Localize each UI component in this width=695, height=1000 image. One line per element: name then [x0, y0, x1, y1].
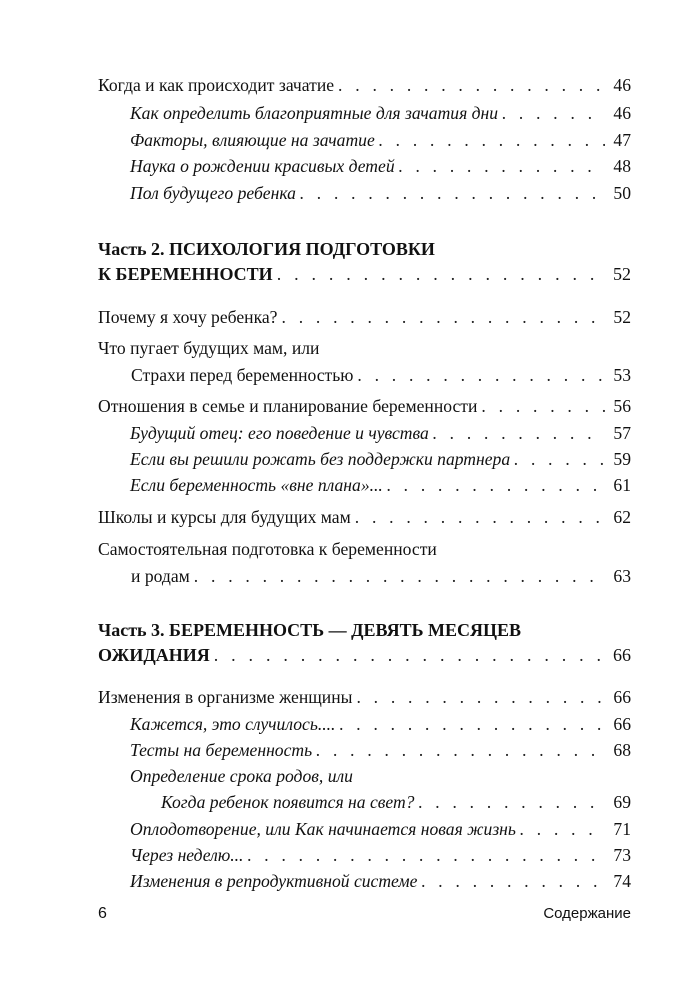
dot-leader — [357, 362, 605, 388]
dot-leader — [502, 100, 605, 126]
dot-leader — [355, 504, 605, 530]
toc-entry-page: 62 — [613, 507, 631, 527]
toc-entry-page: 57 — [613, 423, 631, 443]
toc-entry-title: Что пугает будущих мам, или — [98, 338, 320, 358]
toc-entry-title: Факторы, влияющие на зачатие — [130, 130, 375, 150]
dot-leader — [514, 446, 605, 472]
toc-entry-line1 — [98, 335, 631, 361]
toc-entry-title: Как определить благоприятные для зачатия дни — [130, 103, 499, 123]
toc-entry-title: Когда ребенок появится на свет? — [161, 792, 415, 812]
dot-leader — [387, 472, 605, 498]
toc-entry-title: Почему я хочу ребенка? — [98, 307, 278, 327]
toc-entry-page: 74 — [613, 871, 631, 891]
dot-leader — [338, 72, 605, 98]
toc-entry — [98, 684, 631, 710]
toc-entry-title: Будущий отец: его поведение и чувства — [130, 423, 429, 443]
toc-subentry — [130, 100, 631, 126]
toc-entry — [98, 72, 631, 98]
dot-leader — [356, 684, 605, 710]
toc-entry-title: Оплодотворение, или Как начинается новая жизнь — [130, 819, 516, 839]
toc-entry-page: 73 — [613, 845, 631, 865]
toc-entry-title: Кажется, это случилось.... — [130, 714, 336, 734]
toc-entry — [98, 504, 631, 530]
dot-leader — [277, 261, 605, 287]
dot-leader — [379, 127, 605, 153]
part-heading: Часть 2. ПСИХОЛОГИЯ ПОДГОТОВКИ — [98, 239, 435, 259]
toc-entry-title: Если беременность «вне плана»... — [130, 475, 383, 495]
toc-entry-line2 — [131, 362, 631, 388]
toc-entry-page: 66 — [613, 645, 631, 665]
toc-subentry-line1 — [130, 763, 631, 789]
toc-entry-page: 63 — [613, 566, 631, 586]
toc-subentry — [130, 420, 631, 446]
dot-leader — [421, 868, 605, 894]
toc-entry-title: Если вы решили рожать без поддержки партнера — [130, 449, 511, 469]
toc-subentry — [130, 737, 631, 763]
toc-entry-title: Когда и как происходит зачатие — [98, 75, 335, 95]
toc-subentry — [130, 816, 631, 842]
toc-subentry-line2 — [161, 789, 631, 815]
toc-entry-title: Наука о рождении красивых детей — [130, 156, 395, 176]
toc-entry-title: Тесты на беременность — [130, 740, 313, 760]
toc-entry-page: 52 — [613, 264, 631, 284]
toc-entry-page: 68 — [613, 740, 631, 760]
dot-leader — [399, 153, 605, 179]
toc-entry-page: 50 — [613, 183, 631, 203]
toc-entry — [98, 393, 631, 419]
toc-entry-page: 66 — [613, 687, 631, 707]
toc-entry-line2 — [131, 563, 631, 589]
dot-leader — [481, 393, 605, 419]
dot-leader — [300, 180, 605, 206]
toc-entry-title: Отношения в семье и планирование беременности — [98, 396, 478, 416]
dot-leader — [316, 737, 605, 763]
dot-leader — [433, 420, 605, 446]
toc-entry-line1 — [98, 536, 631, 562]
running-footer-title: Содержание — [543, 905, 631, 922]
toc-entry-title: Пол будущего ребенка — [130, 183, 296, 203]
toc-entry-title: Изменения в репродуктивной системе — [130, 871, 418, 891]
dot-leader — [247, 842, 605, 868]
toc-subentry — [130, 180, 631, 206]
toc-entry-title: Самостоятельная подготовка к беременности — [98, 539, 437, 559]
toc-entry-page: 59 — [613, 449, 631, 469]
toc-entry-title: Изменения в организме женщины — [98, 687, 353, 707]
toc-entry-title: Страхи перед беременностью — [131, 365, 354, 385]
dot-leader — [194, 563, 605, 589]
toc-subentry — [130, 446, 631, 472]
toc-entry-title: ОЖИДАНИЯ — [98, 645, 210, 665]
toc-entry-title: Через неделю... — [130, 845, 244, 865]
toc-entry-title: Определение срока родов, или — [130, 766, 353, 786]
toc-entry-title: Школы и курсы для будущих мам — [98, 507, 351, 527]
page-number: 6 — [98, 905, 107, 922]
toc-entry-page: 61 — [613, 475, 631, 495]
toc-entry-title: и родам — [131, 566, 190, 586]
toc-subentry — [130, 711, 631, 737]
dot-leader — [520, 816, 605, 842]
part-heading-line — [98, 261, 631, 287]
toc-entry-page: 53 — [613, 365, 631, 385]
toc-entry-page: 69 — [613, 792, 631, 812]
dot-leader — [418, 789, 605, 815]
toc-entry-page: 52 — [613, 307, 631, 327]
dot-leader — [214, 642, 605, 668]
toc-entry-page: 48 — [613, 156, 631, 176]
toc-subentry — [130, 127, 631, 153]
toc-entry — [98, 304, 631, 330]
part-heading-line — [98, 642, 631, 668]
dot-leader — [282, 304, 606, 330]
toc-subentry — [130, 153, 631, 179]
dot-leader — [339, 711, 605, 737]
toc-entry-page: 47 — [613, 130, 631, 150]
toc-entry-page: 66 — [613, 714, 631, 734]
toc-subentry — [130, 868, 631, 894]
toc-entry-page: 46 — [613, 103, 631, 123]
part-heading: Часть 3. БЕРЕМЕННОСТЬ — ДЕВЯТЬ МЕСЯЦЕВ — [98, 620, 521, 640]
toc-entry-title: К БЕРЕМЕННОСТИ — [98, 264, 273, 284]
toc-subentry — [130, 472, 631, 498]
toc-entry-page: 56 — [613, 396, 631, 416]
toc-subentry — [130, 842, 631, 868]
toc-entry-page: 46 — [613, 75, 631, 95]
toc-entry-page: 71 — [613, 819, 631, 839]
